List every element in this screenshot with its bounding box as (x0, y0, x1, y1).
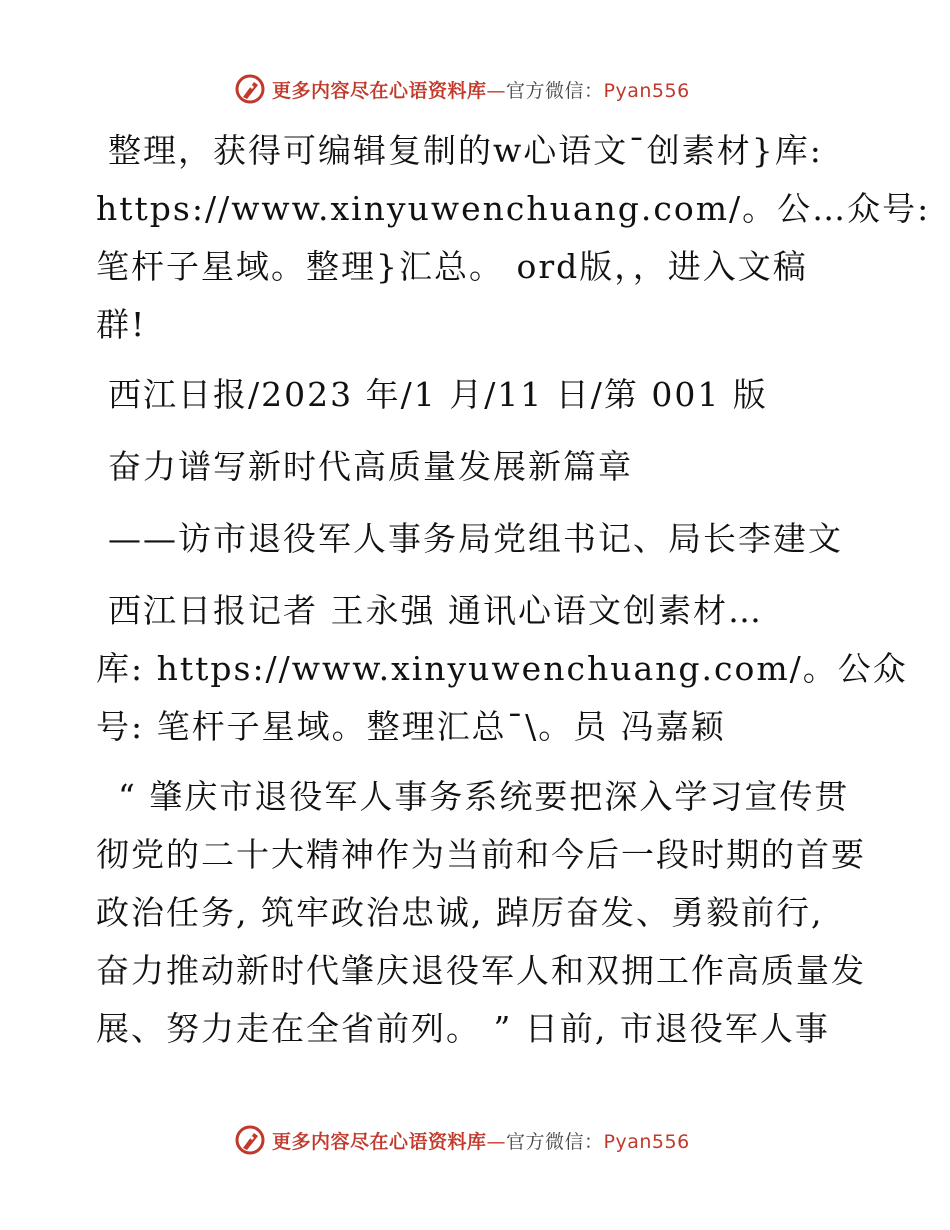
subheadline: ——访市退役军人事务局党组书记、局长李建文 (108, 519, 843, 558)
banner-main-text: 更多内容尽在心语资料库 (272, 1130, 487, 1153)
banner-wechat-id: Pyan556 (603, 79, 690, 102)
body-line: 彻党的二十大精神作为当前和今后一段时期的首要 (96, 835, 866, 874)
intro-line: 笔杆子星域。整理}汇总。 ord版，，进入文稿 (96, 247, 808, 286)
banner-text (272, 1127, 690, 1154)
pen-nib-icon (234, 73, 266, 105)
banner-wechat-label: 官方微信： (506, 79, 604, 102)
intro-line: https://www.xinyuwenchuang.com/。公…众号: (96, 189, 931, 228)
banner-text (272, 76, 690, 103)
banner-wechat-label: 官方微信： (506, 1130, 604, 1153)
banner-main-text: 更多内容尽在心语资料库 (272, 79, 487, 102)
document-body (96, 122, 931, 1058)
body-line: 展、努力走在全省前列。 ” 日前, 市退役军人事 (96, 1009, 830, 1048)
header-banner (234, 72, 754, 106)
headline: 奋力谱写新时代高质量发展新篇章 (108, 447, 633, 486)
banner-wechat-id: Pyan556 (603, 1130, 690, 1153)
source-line: 西江日报/2023 年/1 月/11 日/第 001 版 (108, 375, 768, 414)
intro-line: 群! (96, 305, 147, 344)
byline-line: 号: 笔杆子星域。整理汇总¯\。员 冯嘉颖 (96, 707, 726, 746)
footer-banner (234, 1123, 754, 1157)
body-line: 政治任务, 筑牢政治忠诚, 踔厉奋发、勇毅前行, (96, 893, 824, 932)
byline-line: 库: https://www.xinyuwenchuang.com/。公众 (96, 649, 908, 688)
pen-nib-icon (234, 1124, 266, 1156)
body-line: 奋力推动新时代肇庆退役军人和双拥工作高质量发 (96, 951, 866, 990)
byline-line: 西江日报记者 王永强 通讯心语文创素材… (108, 591, 763, 630)
body-line: “ 肇庆市退役军人事务系统要把深入学习宣传贯 (118, 777, 850, 816)
banner-dash: — (486, 1130, 507, 1153)
banner-dash: — (486, 79, 507, 102)
intro-line: 整理，获得可编辑复制的w心语文¯创素材}库: (108, 131, 823, 170)
